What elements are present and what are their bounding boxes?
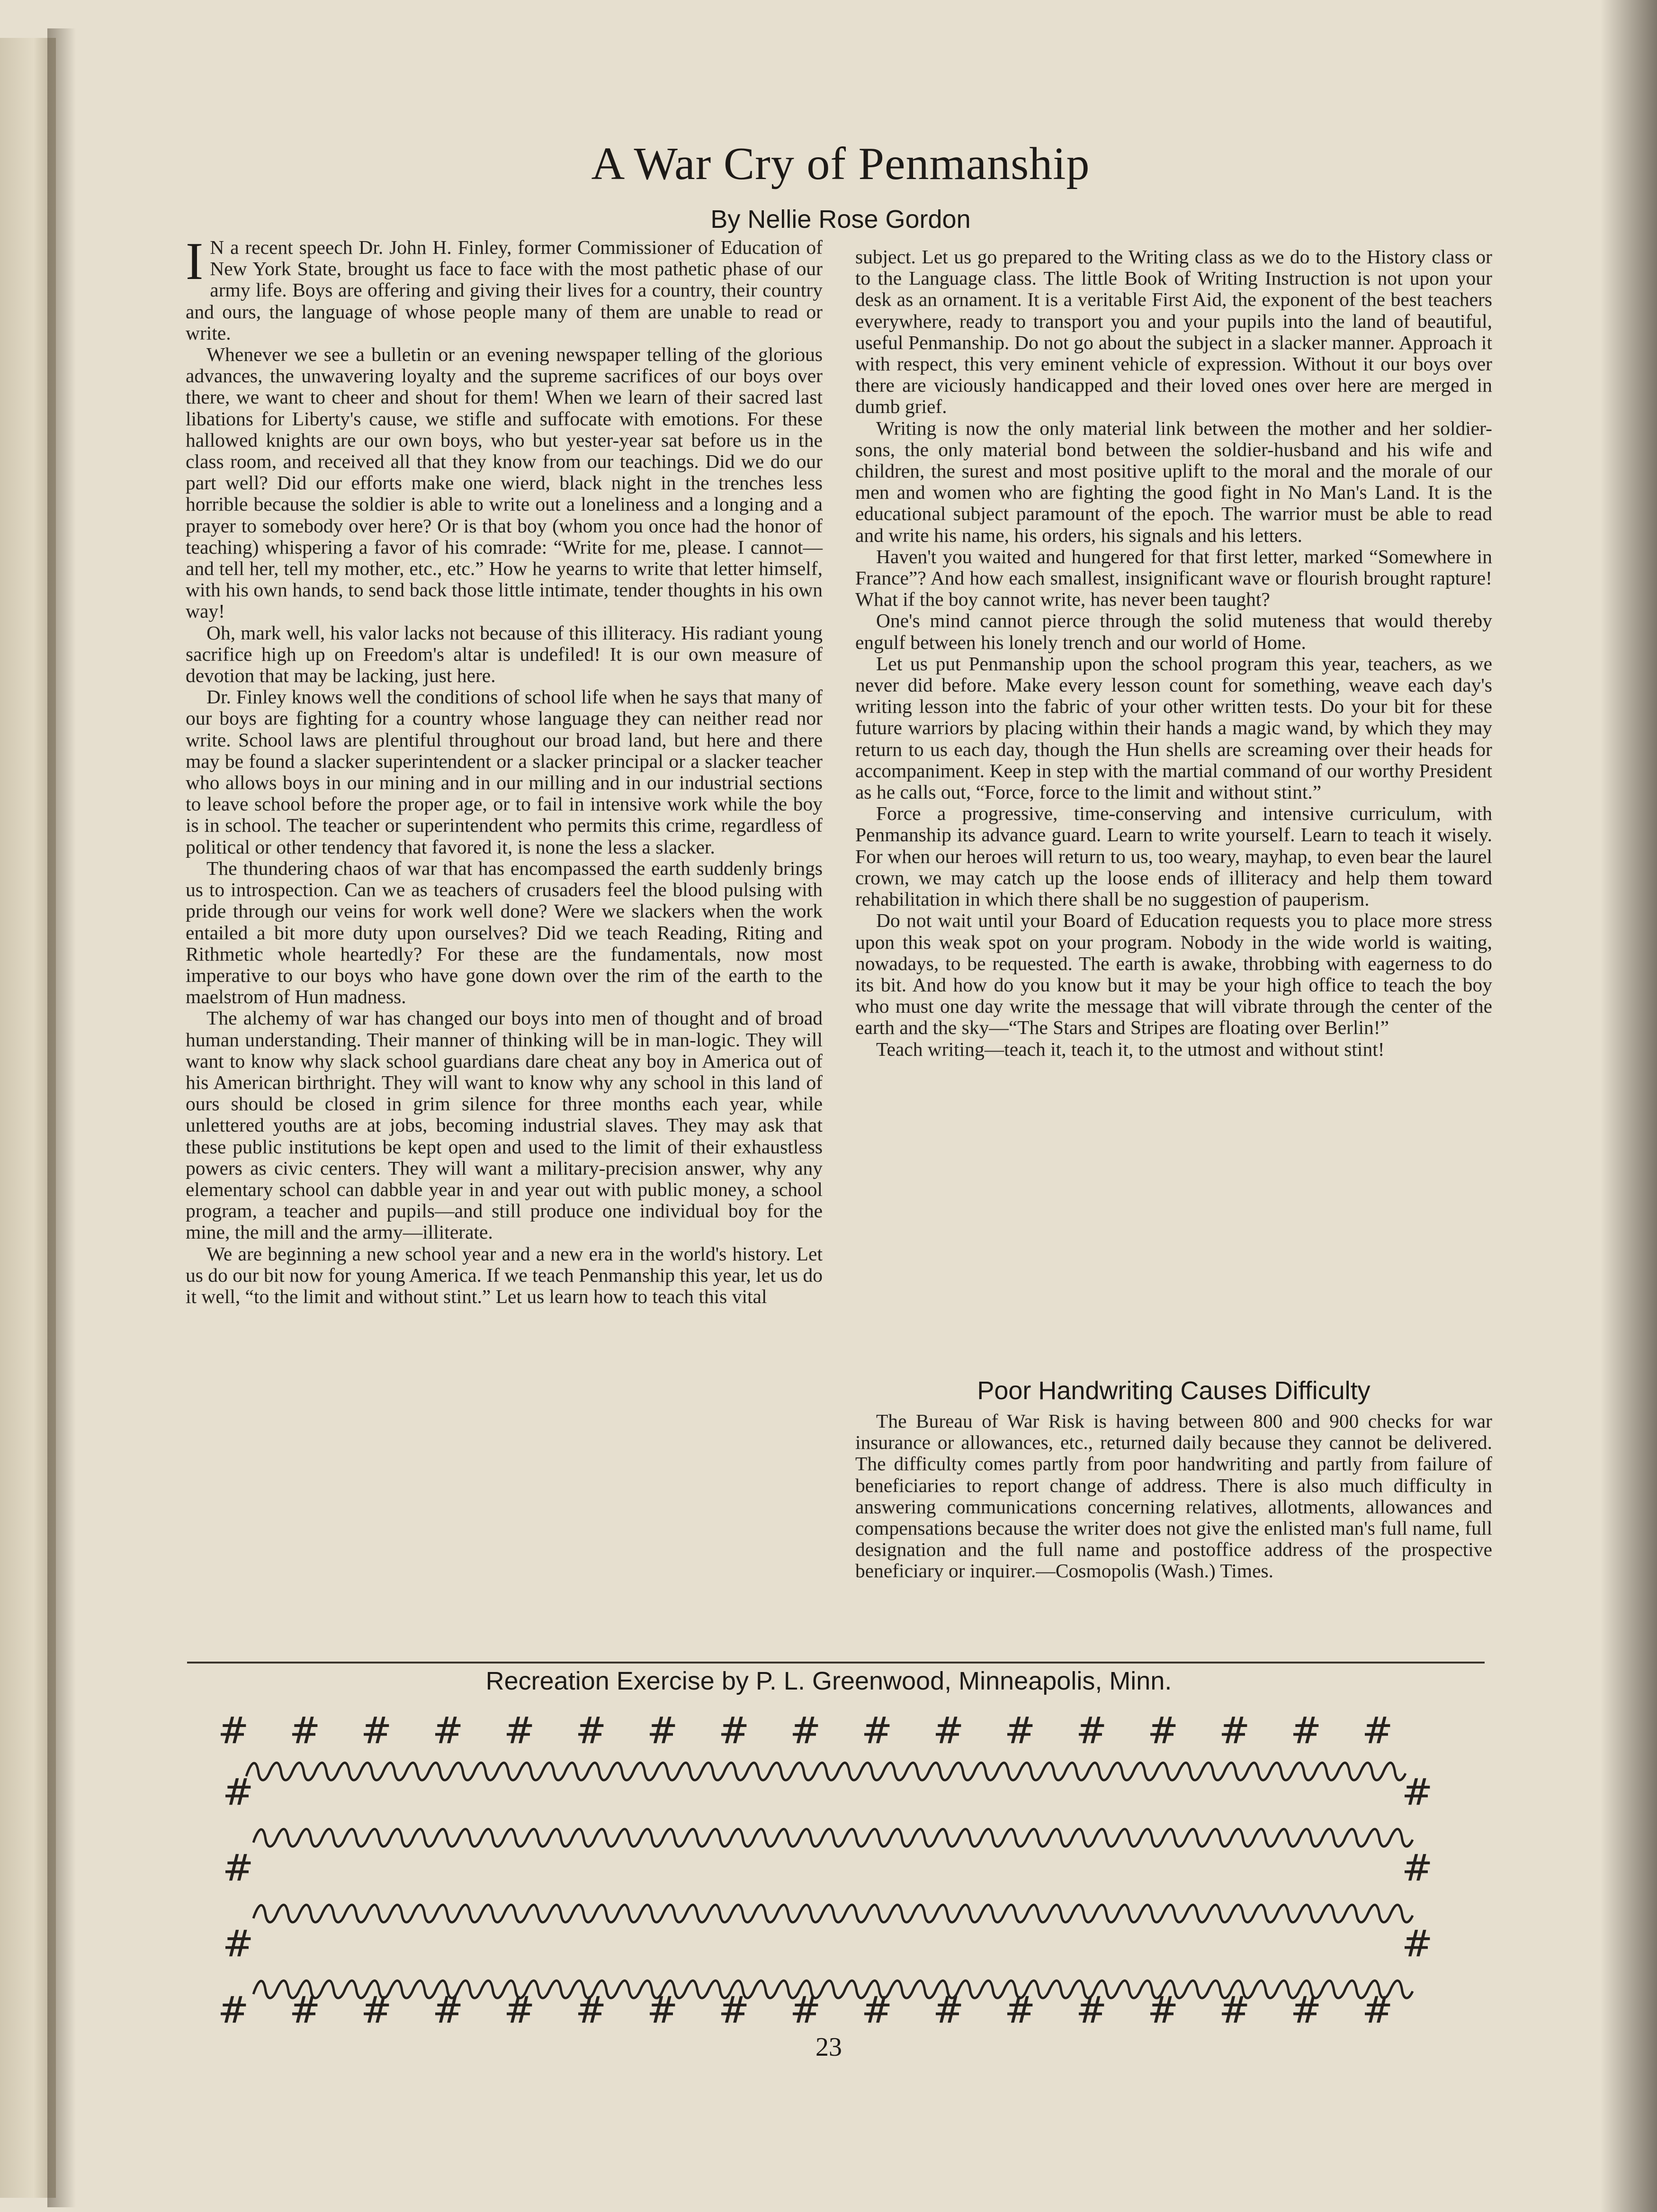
binding-gutter xyxy=(47,28,76,2207)
article-column-right xyxy=(855,246,1492,1060)
article-paragraph: Haven't you waited and hungered for that first letter, marked “Somewhere in France”? And how each smallest, insignificant wave or flourish brought rapture! What if the boy cannot write, has never been taught? xyxy=(855,545,1492,611)
article-paragraph: Oh, mark well, his valor lacks not because of this illiteracy. His radiant young sacrifice high up on Freedom's altar is undefiled! It is our own measure of devotion that may be lacking, just here. xyxy=(186,621,823,687)
hash-mark: # xyxy=(1290,1989,1322,2032)
hash-mark: # xyxy=(1004,1989,1036,2032)
article-paragraph: We are beginning a new school year and a new era in the world's history. Let us do our bit now for young America. If we teach Penmanship this year, let us do it well, “to the limit and without stint.” Let us learn how to teach this vital xyxy=(186,1242,823,1307)
drop-cap: I xyxy=(186,232,204,291)
exercise-title: Recreation Exercise by P. L. Greenwood, Minneapolis, Minn. xyxy=(485,1667,1172,1695)
hash-mark: # xyxy=(361,1709,392,1752)
hash-mark: # xyxy=(1362,1709,1393,1752)
hash-mark: # xyxy=(223,1771,254,1814)
sidebar-title: Poor Handwriting Causes Difficulty xyxy=(977,1376,1370,1405)
hash-mark: # xyxy=(1219,1709,1250,1752)
article-byline: By Nellie Rose Gordon xyxy=(710,205,971,234)
hash-mark: # xyxy=(1147,1989,1179,2032)
hash-mark: # xyxy=(504,1989,535,2032)
hash-mark: # xyxy=(647,1709,678,1752)
hash-mark: # xyxy=(1076,1989,1107,2032)
article-paragraph: The alchemy of war has changed our boys into men of thought and of broad human understanding. Their manner of thinking will be in man-logic. They will want to know why slack school guardians dare cheat any boy in America out of his American birthright. They will want to know why any school in this land of ours should be closed in grim silence for three months each year, while unlettered youths are at jobs, becoming industrial slaves. They may ask that these public institutions be kept open and used to the limit of their exhaustless powers as civic centers. They will want a military-precision answer, why any elementary school can dabble year in and year out with public money, a school program, a teacher and pupils—and still produce one individual boy for the mine, the mill and the army—illiterate. xyxy=(186,1007,823,1243)
hash-mark: # xyxy=(718,1989,750,2032)
article-paragraph: Writing is now the only material link between the mother and her soldier-sons, the only material bond between the soldier-husband and his wife and children, the surest and most positive uplift to the moral and the morale of our men and women who are fighting the good fight in No Man's Land. It is the educational subject paramount of the epoch. The warrior must be able to read and write his name, his orders, his signals and his letters. xyxy=(855,417,1492,546)
hash-mark: # xyxy=(289,1709,321,1752)
hash-mark: # xyxy=(1402,1771,1433,1814)
article-paragraph: The thundering chaos of war that has encompassed the earth suddenly brings us to introspection. Can we as teachers of crusaders feel the blood pulsing with pride through our veins for work well done? Were we slackers when the work entailed a bit more duty upon ourselves? Did we teach Reading, Riting and Rithmetic whole heartedly? For these are the fundamentals, now most imperative to our boys who have gone down over the rim of the earth to the maelstrom of Hun madness. xyxy=(186,857,823,1008)
hash-mark: # xyxy=(361,1989,392,2032)
article-title: A War Cry of Penmanship xyxy=(591,138,1090,189)
wave-line xyxy=(253,1905,1413,1923)
article-paragraph: Whenever we see a bulletin or an evening newspaper telling of the glorious advances, the unwavering loyalty and the supreme sacrifices of our boys over there, we want to cheer and shout for them! When we learn of their sacred last libations for Liberty's cause, we stifle and suffocate with emotions. For these hallowed knights are our own boys, who but yester-year sat before us in the class room, and received all that they know from our teachings. Did we do our part well? Did our efforts make one wierd, black night in the trenches less horrible because the soldier is able to write out a loneliness and a longing and a prayer to somebody over here? Or is that boy (whom you once had the honor of teaching) whispering a favor of his comrade: “Write for me, please. I cannot—and tell her, tell my mother, etc., etc.” How he yearns to write that letter himself, with his own hands, to send back those little intimate, tender thoughts in his own way! xyxy=(186,343,823,622)
page-number: 23 xyxy=(815,2032,842,2062)
hash-mark: # xyxy=(647,1989,678,2032)
article-paragraph: Force a progressive, time-conserving and intensive curriculum, with Penmanship its advance guard. Learn to write yourself. Learn to teach it wisely. For when our heroes will return to us, too weary, mayhap, to even bear the laurel crown, we may catch up the loose ends of illiteracy and help them toward rehabilitation in which there shall be no suggestion of pauperism. xyxy=(855,802,1492,910)
hash-mark: # xyxy=(504,1709,535,1752)
article-paragraph: subject. Let us go prepared to the Writing class as we do to the History class or to the Language class. The little Book of Writing Instruction is not upon your desk as an ornament. It is a veritable First Aid, the exponent of the best teachers everywhere, ready to transport you and your pupils into the land of beautiful, useful Penmanship. Do not go about the subject in a slacker manner. Approach it with respect, this very eminent vehicle of expression. Without it our boys over there are viciously handicapped and their loved ones over here are merged in dumb grief. xyxy=(855,246,1492,418)
hash-mark: # xyxy=(1362,1989,1393,2032)
hash-mark: # xyxy=(790,1989,821,2032)
article-paragraph: Dr. Finley knows well the conditions of school life when he says that many of our boys are fighting for a country whose language they can neither read nor write. School laws are plentiful throughout our broad land, but here and there may be found a slacker superintendent or a slacker principal or a slacker teacher who allows boys in our mining and in our milling and in our industrial sections to leave school before the proper age, or to fail in intensive work while the boy is in school. The teacher or superintendent who permits this crime, regardless of political or other tendency that favored it, is none the less a slacker. xyxy=(186,686,823,858)
hash-mark: # xyxy=(575,1709,607,1752)
hash-mark: # xyxy=(1219,1989,1250,2032)
hash-mark: # xyxy=(432,1989,464,2032)
hash-mark: # xyxy=(933,1709,964,1752)
hash-mark: # xyxy=(575,1989,607,2032)
sidebar-paragraph: The Bureau of War Risk is having between 800 and 900 checks for war insurance or allowances, etc., returned daily because they cannot be delivered. The difficulty comes partly from poor handwriting and partly from failure of beneficiaries to report change of address. There is also much difficulty in answering communications concerning relatives, allotments, allowances and compensations because the writer does not give the enlisted man's full name, full designation and the full name and postoffice address of the prospective beneficiary or inquirer.—Cosmopolis (Wash.) Times. xyxy=(855,1410,1492,1582)
sidebar-body xyxy=(855,1411,1492,1582)
hash-mark: # xyxy=(223,1923,254,1965)
hash-mark: # xyxy=(1402,1847,1433,1889)
hash-mark: # xyxy=(218,1709,249,1752)
hash-mark: # xyxy=(223,1847,254,1889)
article-column-left xyxy=(186,232,823,1307)
hash-mark: # xyxy=(1147,1709,1179,1752)
article-paragraph: N a recent speech Dr. John H. Finley, former Commissioner of Education of New York State, brought us face to face with the most pathetic phase of our army life. Boys are offering and giving their lives for a country, their country and ours, the language of whose people many of them are unable to read or write. xyxy=(186,236,823,344)
hash-mark: # xyxy=(289,1989,321,2032)
wave-line xyxy=(246,1763,1406,1780)
hash-mark: # xyxy=(790,1709,821,1752)
hash-mark: # xyxy=(1004,1709,1036,1752)
hash-mark: # xyxy=(218,1989,249,2032)
hash-mark: # xyxy=(1290,1709,1322,1752)
article-paragraph: Do not wait until your Board of Education requests you to place more stress upon this weak spot on your program. Nobody in the wide world is waiting, nowadays, to be requested. The earth is awake, throbbing with eagerness to do its bit. And how do you know but it may be your high office to teach the boy who must one day write the message that will vibrate through the center of the earth and the sky—“The Stars and Stripes are floating over Berlin!” xyxy=(855,909,1492,1039)
article-paragraph: One's mind cannot pierce through the solid muteness that would thereby engulf between his lonely trench and our world of Home. xyxy=(855,610,1492,653)
hash-mark: # xyxy=(718,1709,750,1752)
hash-mark: # xyxy=(1076,1709,1107,1752)
wave-line xyxy=(253,1829,1413,1847)
article-paragraph: Let us put Penmanship upon the school program this year, teachers, as we never did before. Make every lesson count for something, weave each day's writing lesson into the fabric of your other written tests. Do your bit for these future warriors by placing within their hands a magic wand, by which they may return to us each day, though the Hun shells are screaming over their heads for accompaniment. Keep in step with the martial command of our worthy President as he calls out, “Force, force to the limit and without stint.” xyxy=(855,652,1492,803)
hash-mark: # xyxy=(861,1989,893,2032)
page-edge-shadow xyxy=(1600,0,1657,2212)
hash-mark: # xyxy=(861,1709,893,1752)
hash-mark: # xyxy=(432,1709,464,1752)
article-paragraph: Teach writing—teach it, teach it, to the utmost and without stint! xyxy=(876,1038,1385,1060)
hash-mark: # xyxy=(933,1989,964,2032)
section-divider xyxy=(187,1662,1485,1663)
penmanship-exercise xyxy=(208,1700,1478,2032)
hash-mark: # xyxy=(1402,1923,1433,1965)
